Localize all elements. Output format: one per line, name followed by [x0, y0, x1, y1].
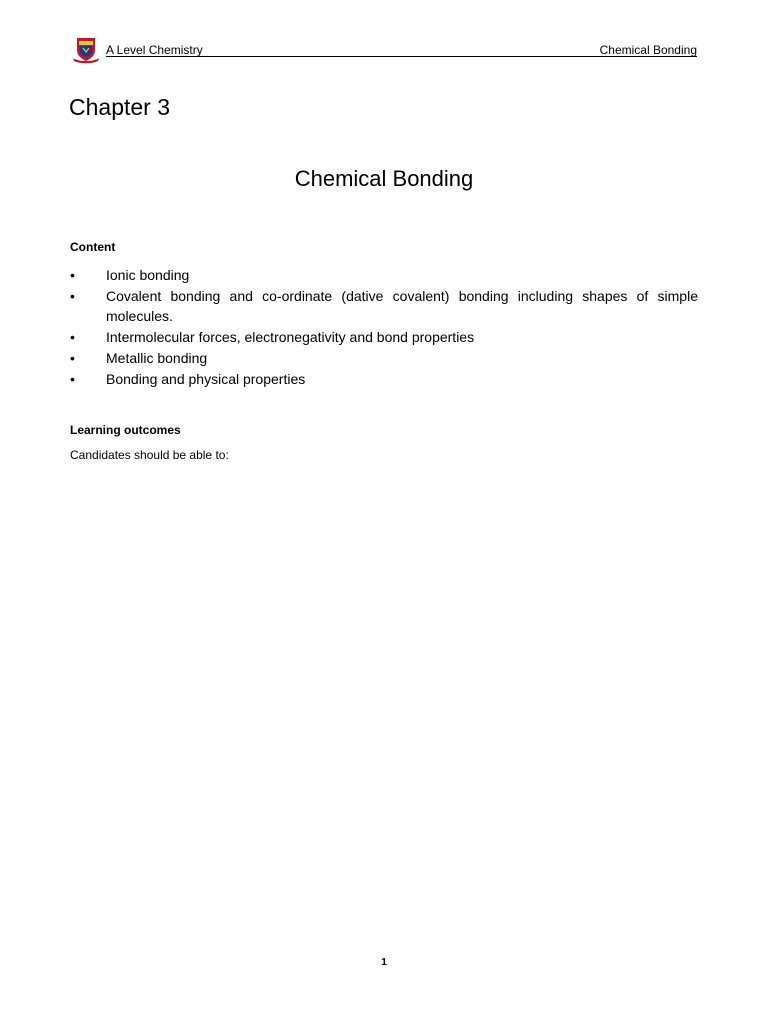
content-item-text: Intermolecular forces, electronegativity and bond properties [106, 329, 475, 345]
content-item-text: Metallic bonding [106, 350, 208, 366]
bullet-dot-icon: • [70, 371, 75, 387]
bullet-dot-icon: • [70, 329, 75, 345]
learning-outcomes-heading: Learning outcomes [70, 423, 181, 437]
content-list-item [70, 327, 698, 347]
content-item-text: Ionic bonding [106, 267, 190, 283]
bullet-dot-icon: • [70, 288, 75, 304]
content-list-item [70, 286, 698, 326]
header-course-title: A Level Chemistry [106, 43, 203, 57]
content-item-text: Covalent bonding and co-ordinate (dative covalent) bonding including shapes of simple molecules. [106, 288, 698, 324]
content-list [70, 265, 698, 390]
header-rule [106, 56, 697, 57]
school-crest-icon [72, 36, 100, 64]
learning-outcomes-intro: Candidates should be able to: [70, 448, 229, 462]
bullet-dot-icon: • [70, 267, 75, 283]
content-heading: Content [70, 240, 116, 254]
header-chapter-title: Chemical Bonding [599, 43, 697, 57]
page-number: 1 [381, 957, 387, 968]
content-item-text: Bonding and physical properties [106, 371, 306, 387]
content-list-item [70, 265, 698, 285]
chapter-label: Chapter 3 [69, 94, 171, 120]
content-list-item [70, 348, 698, 368]
content-list-item [70, 369, 698, 389]
bullet-dot-icon: • [70, 350, 75, 366]
page-title: Chemical Bonding [294, 166, 474, 191]
